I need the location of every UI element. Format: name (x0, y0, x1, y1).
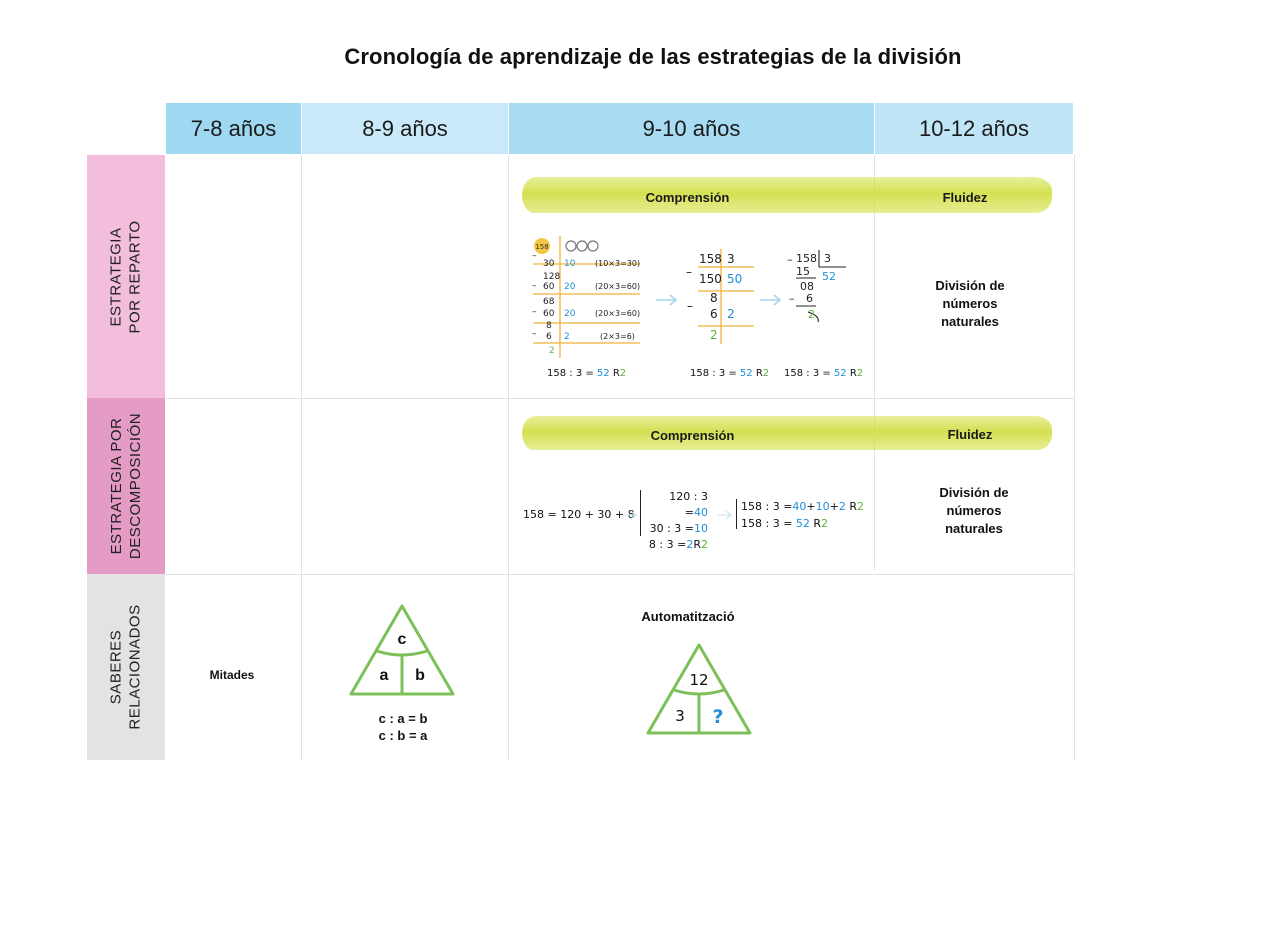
svg-text:a: a (379, 667, 389, 684)
svg-text:15: 15 (796, 265, 810, 278)
automatizacio-label: Automatització (641, 609, 735, 624)
grid-line (301, 155, 302, 760)
svg-text:–: – (532, 251, 537, 261)
fluidez-label-descomposicion: Fluidez (947, 427, 993, 442)
arrow-icon (717, 510, 733, 520)
fluidez-label-reparto: Fluidez (942, 190, 988, 205)
bracket-line (736, 499, 737, 529)
svg-text:158: 158 (699, 252, 722, 266)
arrow-icon (759, 294, 783, 306)
result-reparto-3: 158 : 3 = 52 R2 (784, 368, 864, 379)
svg-text:(10×3=30): (10×3=30) (595, 259, 641, 268)
fact-family-triangle-numbers (646, 642, 752, 736)
column-header-9-10: 9-10 años (509, 103, 874, 154)
svg-text:–: – (686, 265, 692, 279)
svg-text:c: c (397, 631, 407, 648)
svg-text:3: 3 (727, 252, 735, 266)
svg-text:–: – (532, 307, 537, 317)
decomposition-equation: 158 = 120 + 30 + 8 (523, 508, 635, 521)
reparto-ladder-example (528, 236, 648, 360)
division-naturales-descomposicion: División de números naturales (939, 485, 1009, 536)
svg-text:?: ? (712, 706, 724, 728)
grid-line (1074, 155, 1075, 760)
svg-text:50: 50 (727, 272, 743, 286)
svg-text:08: 08 (800, 280, 814, 293)
division-naturales-reparto: División de números naturales (935, 278, 1005, 329)
svg-text:158: 158 (796, 252, 817, 265)
column-header-10-12: 10-12 años (875, 103, 1073, 154)
fact-family-triangle-letters (349, 603, 455, 697)
svg-text:12: 12 (689, 671, 709, 689)
svg-text:10: 10 (564, 259, 576, 269)
svg-text:6: 6 (546, 332, 552, 342)
grid-line (874, 155, 875, 570)
svg-text:68: 68 (543, 297, 555, 307)
svg-text:2: 2 (549, 346, 555, 356)
svg-text:–: – (532, 281, 537, 291)
arrow-icon (655, 294, 679, 306)
svg-text:3: 3 (824, 252, 831, 265)
svg-text:–: – (687, 299, 693, 313)
svg-text:(2×3=6): (2×3=6) (600, 332, 635, 341)
svg-text:128: 128 (543, 272, 561, 282)
result-reparto-1: 158 : 3 = 52 R2 (547, 368, 627, 379)
svg-text:20: 20 (564, 282, 576, 292)
bracket-line (640, 490, 641, 536)
svg-text:2: 2 (808, 308, 815, 321)
row-label-reparto: ESTRATEGIA POR REPARTO (87, 155, 165, 398)
svg-text:–: – (789, 292, 795, 305)
result-reparto-2: 158 : 3 = 52 R2 (690, 368, 770, 379)
svg-text:3: 3 (675, 707, 685, 725)
comprension-label-reparto: Comprensión (645, 190, 730, 205)
svg-text:b: b (415, 667, 425, 684)
svg-text:30: 30 (543, 259, 555, 269)
comprension-label-descomposicion: Comprensión (650, 428, 735, 443)
svg-text:2: 2 (564, 332, 570, 342)
svg-text:150: 150 (699, 272, 722, 286)
arrow-icon (622, 510, 638, 520)
svg-text:8: 8 (710, 291, 718, 305)
svg-text:60: 60 (543, 282, 555, 292)
svg-text:20: 20 (564, 309, 576, 319)
svg-text:2: 2 (710, 328, 718, 342)
column-header-8-9: 8-9 años (302, 103, 508, 154)
svg-text:8: 8 (546, 321, 552, 331)
svg-text:(20×3=60): (20×3=60) (595, 282, 641, 291)
svg-text:–: – (532, 329, 537, 339)
division-ladder-example (684, 248, 756, 344)
sheep-icon (534, 238, 598, 254)
combined-divisions: 158 : 3 =40+10+2 R2 158 : 3 = 52 R2 (741, 500, 865, 530)
grid-line (166, 398, 1074, 399)
svg-text:6: 6 (710, 307, 718, 321)
svg-text:2: 2 (727, 307, 735, 321)
page-title: Cronología de aprendizaje de las estrategias de la división (344, 44, 962, 69)
svg-text:52: 52 (822, 270, 836, 283)
partial-divisions: 120 : 3 =40 30 : 3 =10 8 : 3 =2R2 (648, 490, 708, 551)
column-header-7-8: 7-8 años (166, 103, 301, 154)
svg-text:–: – (787, 253, 793, 266)
row-label-saberes: SABERES RELACIONADOS (87, 574, 165, 760)
long-division-example (786, 248, 850, 328)
mitades-label: Mitades (209, 668, 255, 682)
svg-text:(20×3=60): (20×3=60) (595, 309, 641, 318)
grid-line (508, 155, 509, 760)
row-label-descomposicion: ESTRATEGIA POR DESCOMPOSICIÓN (87, 398, 165, 574)
fact-family-relations: c : a = b c : b = a (378, 711, 428, 743)
svg-text:158: 158 (535, 243, 549, 251)
grid-line (166, 574, 1074, 575)
svg-text:60: 60 (543, 309, 555, 319)
svg-text:6: 6 (806, 292, 813, 305)
